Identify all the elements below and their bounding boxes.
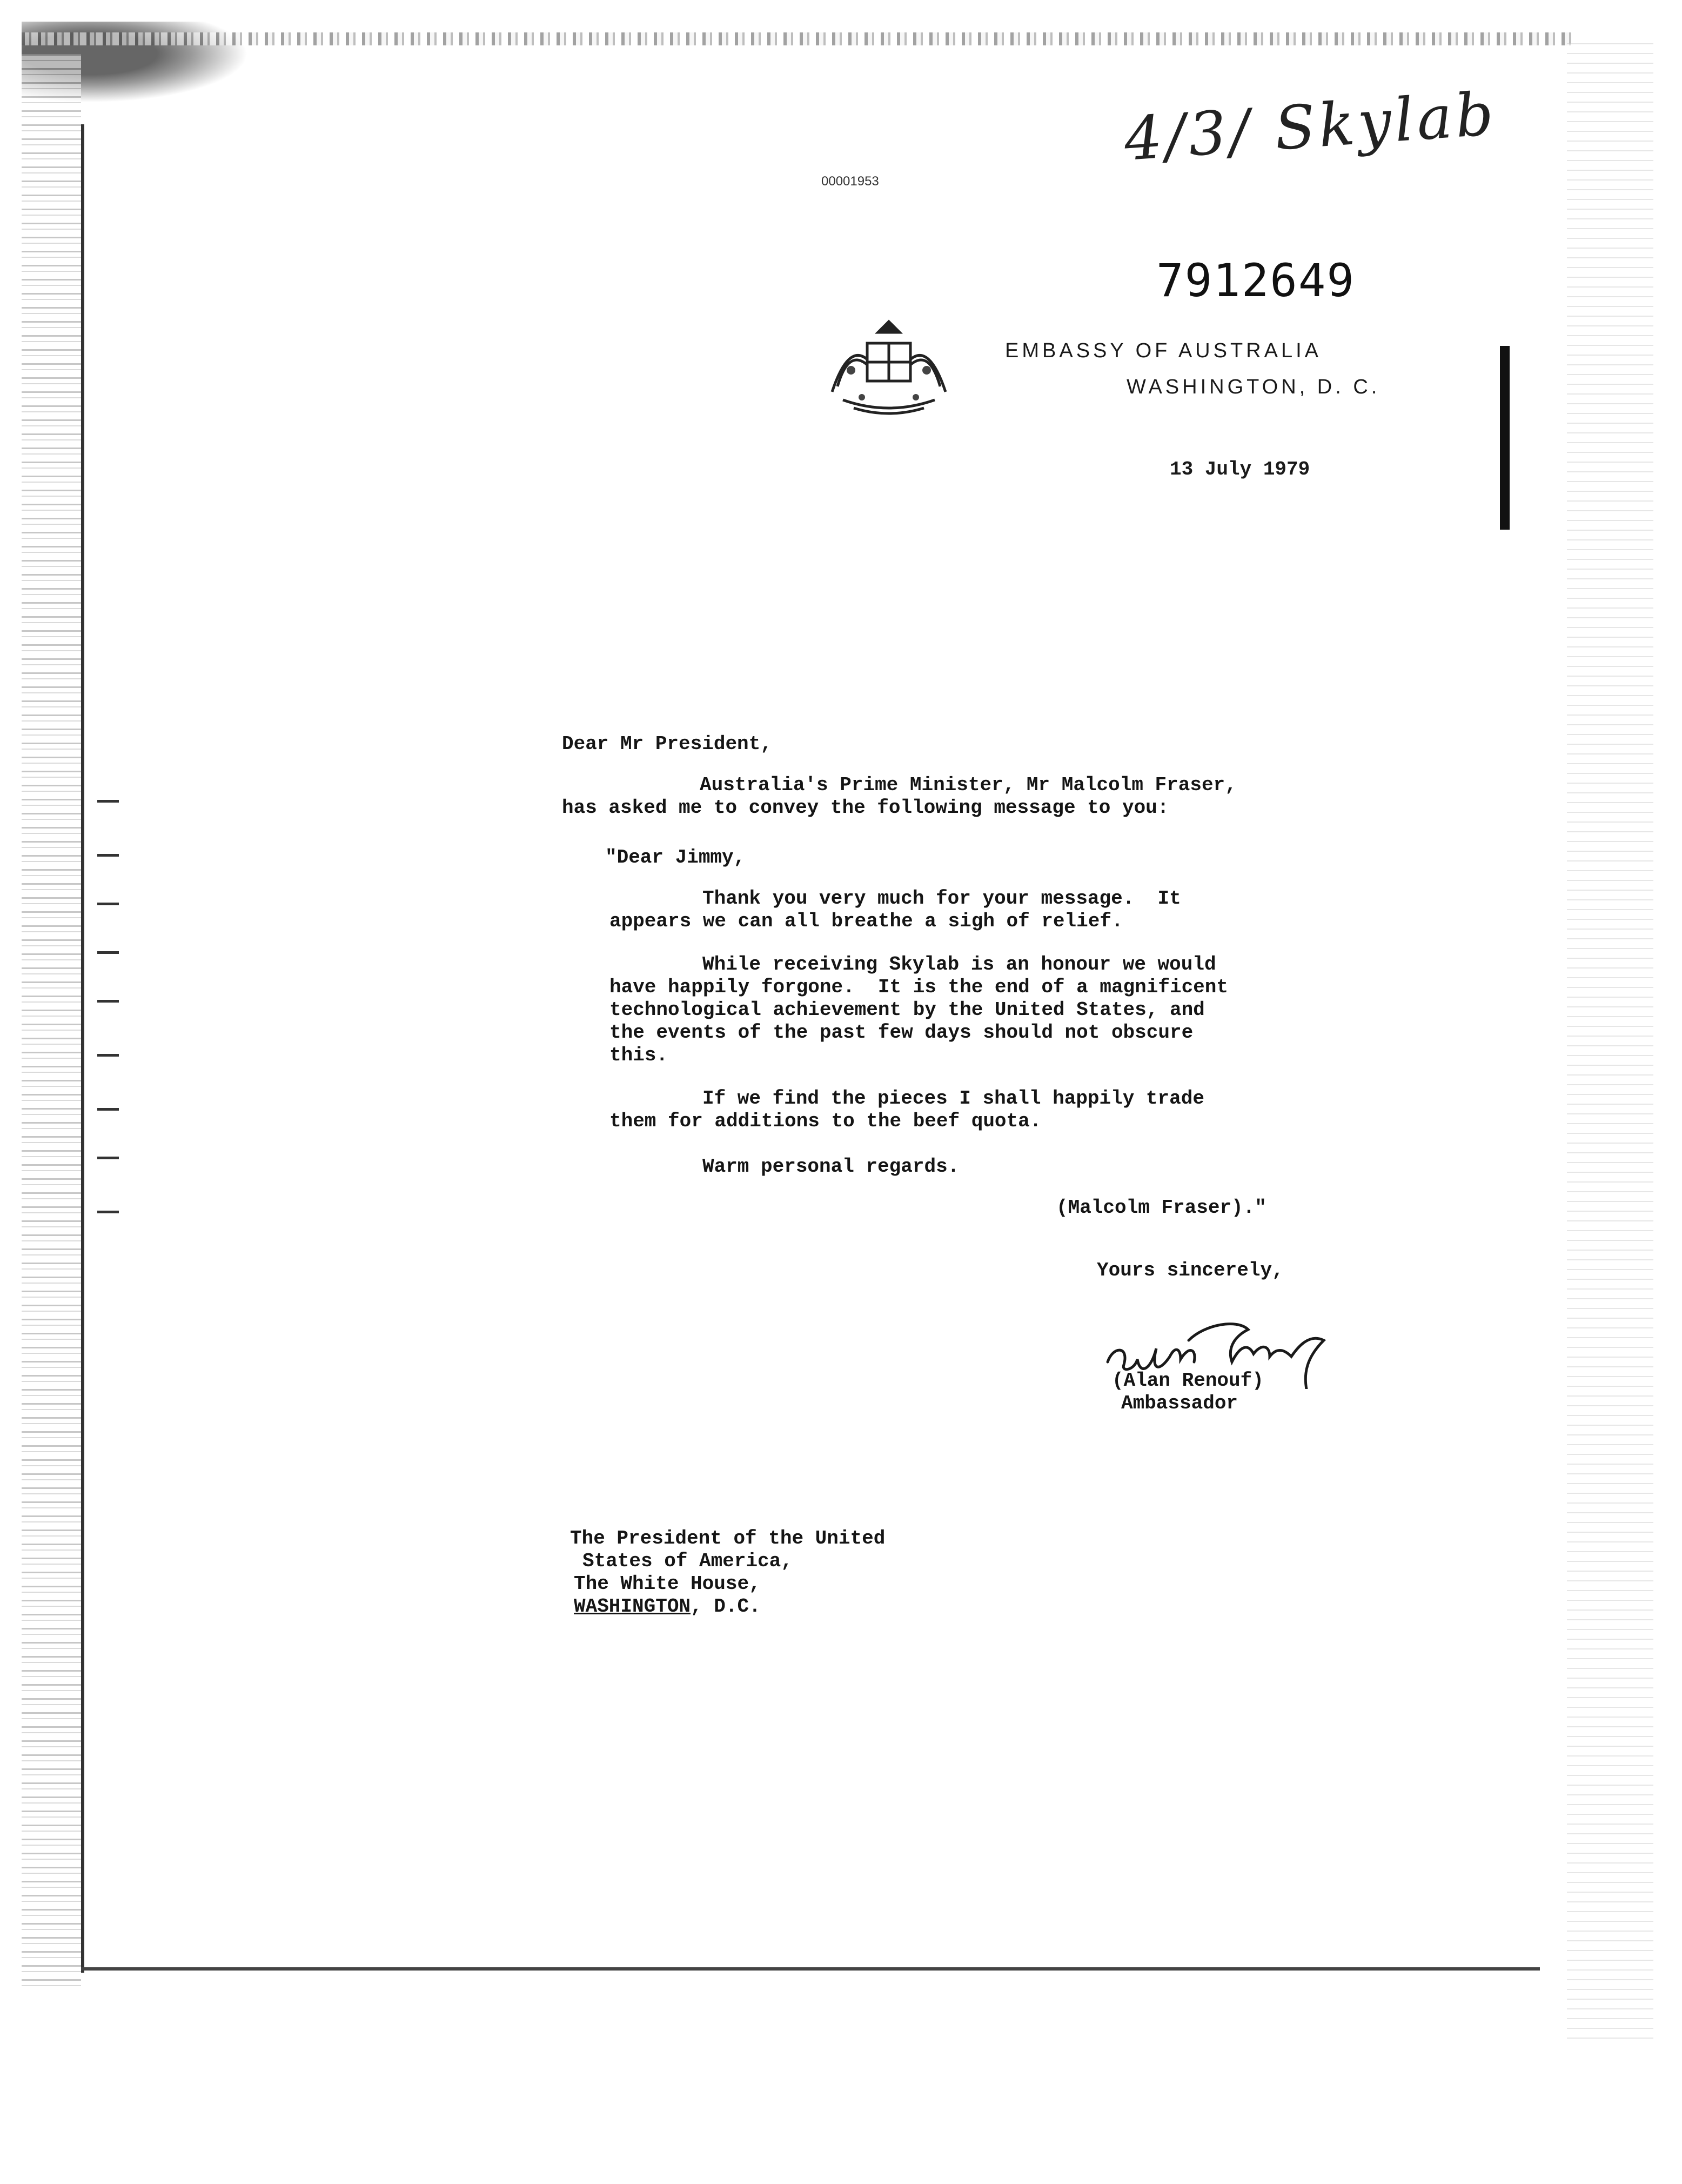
message-closing: Warm personal regards. xyxy=(702,1156,960,1178)
message-para3-line1: If we find the pieces I shall happily trade xyxy=(702,1087,1204,1110)
message-para1-line1: Thank you very much for your message. It xyxy=(702,887,1181,910)
letterhead-line1: EMBASSY OF AUSTRALIA xyxy=(1005,339,1322,362)
message-para1-line2: appears we can all breathe a sigh of relief. xyxy=(609,910,1123,932)
message-greeting: "Dear Jimmy, xyxy=(605,846,746,869)
scan-edge-right xyxy=(1567,43,1653,2043)
closing: Yours sincerely, xyxy=(1097,1259,1284,1281)
handwritten-note: 4/3/ Skylab xyxy=(1122,79,1499,174)
document-number: 00001953 xyxy=(821,174,879,189)
letterhead-line2: WASHINGTON, D. C. xyxy=(1127,376,1381,398)
address-line1: The President of the United xyxy=(570,1527,886,1549)
message-signoff: (Malcolm Fraser)." xyxy=(1056,1197,1266,1219)
binder-marks xyxy=(97,800,130,1221)
coat-of-arms-icon xyxy=(821,311,956,419)
signatory-title: Ambassador xyxy=(1121,1392,1238,1414)
message-para2-line5: this. xyxy=(609,1044,668,1066)
salutation: Dear Mr President, xyxy=(562,733,772,755)
address-city: WASHINGTON xyxy=(574,1595,691,1618)
page-border-left xyxy=(81,124,84,1973)
page-border-bottom xyxy=(81,1967,1540,1971)
intro-line1: Australia's Prime Minister, Mr Malcolm Fraser, xyxy=(700,774,1237,796)
reference-number: 7912649 xyxy=(1156,254,1356,307)
message-para2-line3: technological achievement by the United States, and xyxy=(609,999,1205,1021)
scan-edge-left xyxy=(22,54,81,1989)
message-para2-line4: the events of the past few days should not obscure xyxy=(609,1021,1194,1044)
address-line3: The White House, xyxy=(574,1573,761,1595)
address-line4 xyxy=(574,1595,761,1618)
intro-line2: has asked me to convey the following message to you: xyxy=(562,797,1169,819)
signatory-name: (Alan Renouf) xyxy=(1112,1370,1264,1392)
scan-edge-top xyxy=(22,32,1578,45)
address-line2: States of America, xyxy=(582,1550,793,1572)
message-para2-line1: While receiving Skylab is an honour we would xyxy=(702,953,1216,976)
message-para3-line2: them for additions to the beef quota. xyxy=(609,1110,1042,1132)
address-state: , D.C. xyxy=(691,1595,761,1618)
message-para2-line2: have happily forgone. It is the end of a magnificent xyxy=(609,976,1228,998)
letter-date: 13 July 1979 xyxy=(1170,458,1310,480)
margin-bar xyxy=(1500,346,1510,530)
